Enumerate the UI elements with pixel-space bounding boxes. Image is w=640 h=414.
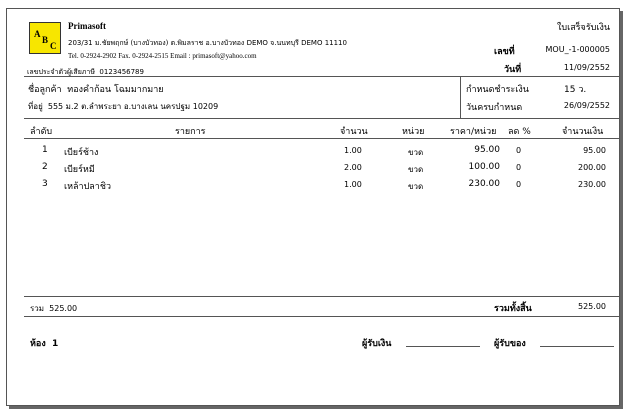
- divider-header: [24, 138, 620, 139]
- doc-number: MOU_-1-000005: [545, 45, 610, 54]
- receiver-label: ผู้รับเงิน: [362, 339, 392, 349]
- doc-number-label: เลขที่: [494, 47, 515, 57]
- divider-table-top: [24, 118, 620, 119]
- doc-title: ใบเสร็จรับเงิน: [557, 23, 610, 33]
- row2-item: เบียร์หมี: [64, 165, 95, 175]
- row1-amount: 95.00: [583, 146, 606, 155]
- row1-qty: 1.00: [344, 146, 362, 155]
- header-discount: ลด %: [508, 127, 531, 137]
- header-qty: จำนวน: [340, 127, 368, 137]
- grand-total-label: รวมทั้งสิ้น: [494, 304, 532, 314]
- header-amount: จำนวนเงิน: [562, 127, 604, 137]
- company-contact: Tel. 0-2924-2902 Fax. 0-2924-2515 Email : primasoft@yahoo.com: [68, 52, 257, 60]
- room-line: [30, 336, 58, 350]
- logo-letter-a: A: [34, 29, 41, 39]
- tax-id-label: เลขประจำตัวผู้เสียภาษี: [27, 68, 95, 76]
- row3-amount: 230.00: [578, 180, 606, 189]
- row2-price: 100.00: [468, 162, 500, 172]
- row2-qty: 2.00: [344, 163, 362, 172]
- customer-address-label: ที่อยู่: [28, 102, 43, 111]
- room-label: ห้อง: [30, 339, 46, 349]
- divider-totals-bottom: [24, 316, 620, 317]
- row3-price: 230.00: [468, 179, 500, 189]
- row2-amount: 200.00: [578, 163, 606, 172]
- header-no: ลำดับ: [30, 127, 53, 137]
- row3-disc: 0: [516, 180, 522, 189]
- header-item: รายการ: [175, 127, 206, 137]
- divider-totals-top: [24, 296, 620, 297]
- customer-address-line: [28, 100, 218, 113]
- row1-disc: 0: [516, 146, 522, 155]
- company-logo: [29, 22, 61, 54]
- due-date-label: วันครบกำหนด: [466, 103, 523, 113]
- requester-label: ผู้รับของ: [494, 339, 526, 349]
- row1-price: 95.00: [474, 145, 500, 155]
- sum-label: รวม: [30, 304, 45, 313]
- doc-date-label: วันที่: [504, 65, 522, 75]
- due-label: กำหนดชำระเงิน: [466, 85, 529, 95]
- grand-total-value: 525.00: [578, 302, 606, 311]
- header-unit: หน่วย: [402, 127, 425, 137]
- row1-unit: ขวด: [408, 148, 424, 157]
- logo-letter-c: C: [50, 41, 57, 51]
- row3-qty: 1.00: [344, 180, 362, 189]
- room-value: 1: [52, 339, 59, 349]
- row3-no: 3: [42, 179, 48, 189]
- receiver-signature-line: [406, 346, 480, 347]
- customer-name-label: ชื่อลูกค้า: [28, 85, 62, 95]
- company-address: 203/31 ม.ชัยพฤกษ์ (บางบัวทอง) ต.พิมลราช อ.บางบัวทอง DEMO จ.นนทบุรี DEMO 11110: [68, 39, 347, 47]
- row1-item: เบียร์ช้าง: [64, 148, 99, 158]
- doc-date: 11/09/2552: [563, 63, 610, 72]
- due-date: 26/09/2552: [563, 101, 610, 110]
- row1-no: 1: [42, 145, 48, 155]
- company-name: Primasoft: [68, 21, 106, 31]
- row2-no: 2: [42, 162, 48, 172]
- customer-address: 555 ม.2 ต.ลำพระยา อ.บางเลน นครปฐม 10209: [47, 102, 219, 111]
- header-price: ราคา/หน่วย: [450, 127, 497, 137]
- row2-disc: 0: [516, 163, 522, 172]
- row3-unit: ขวด: [408, 182, 424, 191]
- customer-name-line: [28, 82, 164, 96]
- tax-id-value: 0123456789: [99, 68, 144, 76]
- divider-top: [24, 76, 620, 77]
- logo-letter-b: B: [42, 35, 49, 45]
- customer-name: ทองคำก้อน โฉมมากมาย: [67, 85, 164, 95]
- divider-vertical: [460, 76, 461, 118]
- row3-item: เหล้าปลาชิว: [64, 182, 112, 192]
- due-value: 15 ว.: [564, 85, 587, 95]
- requester-signature-line: [540, 346, 614, 347]
- row2-unit: ขวด: [408, 165, 424, 174]
- sum-value: 525.00: [49, 304, 78, 313]
- sum-line: [30, 302, 77, 315]
